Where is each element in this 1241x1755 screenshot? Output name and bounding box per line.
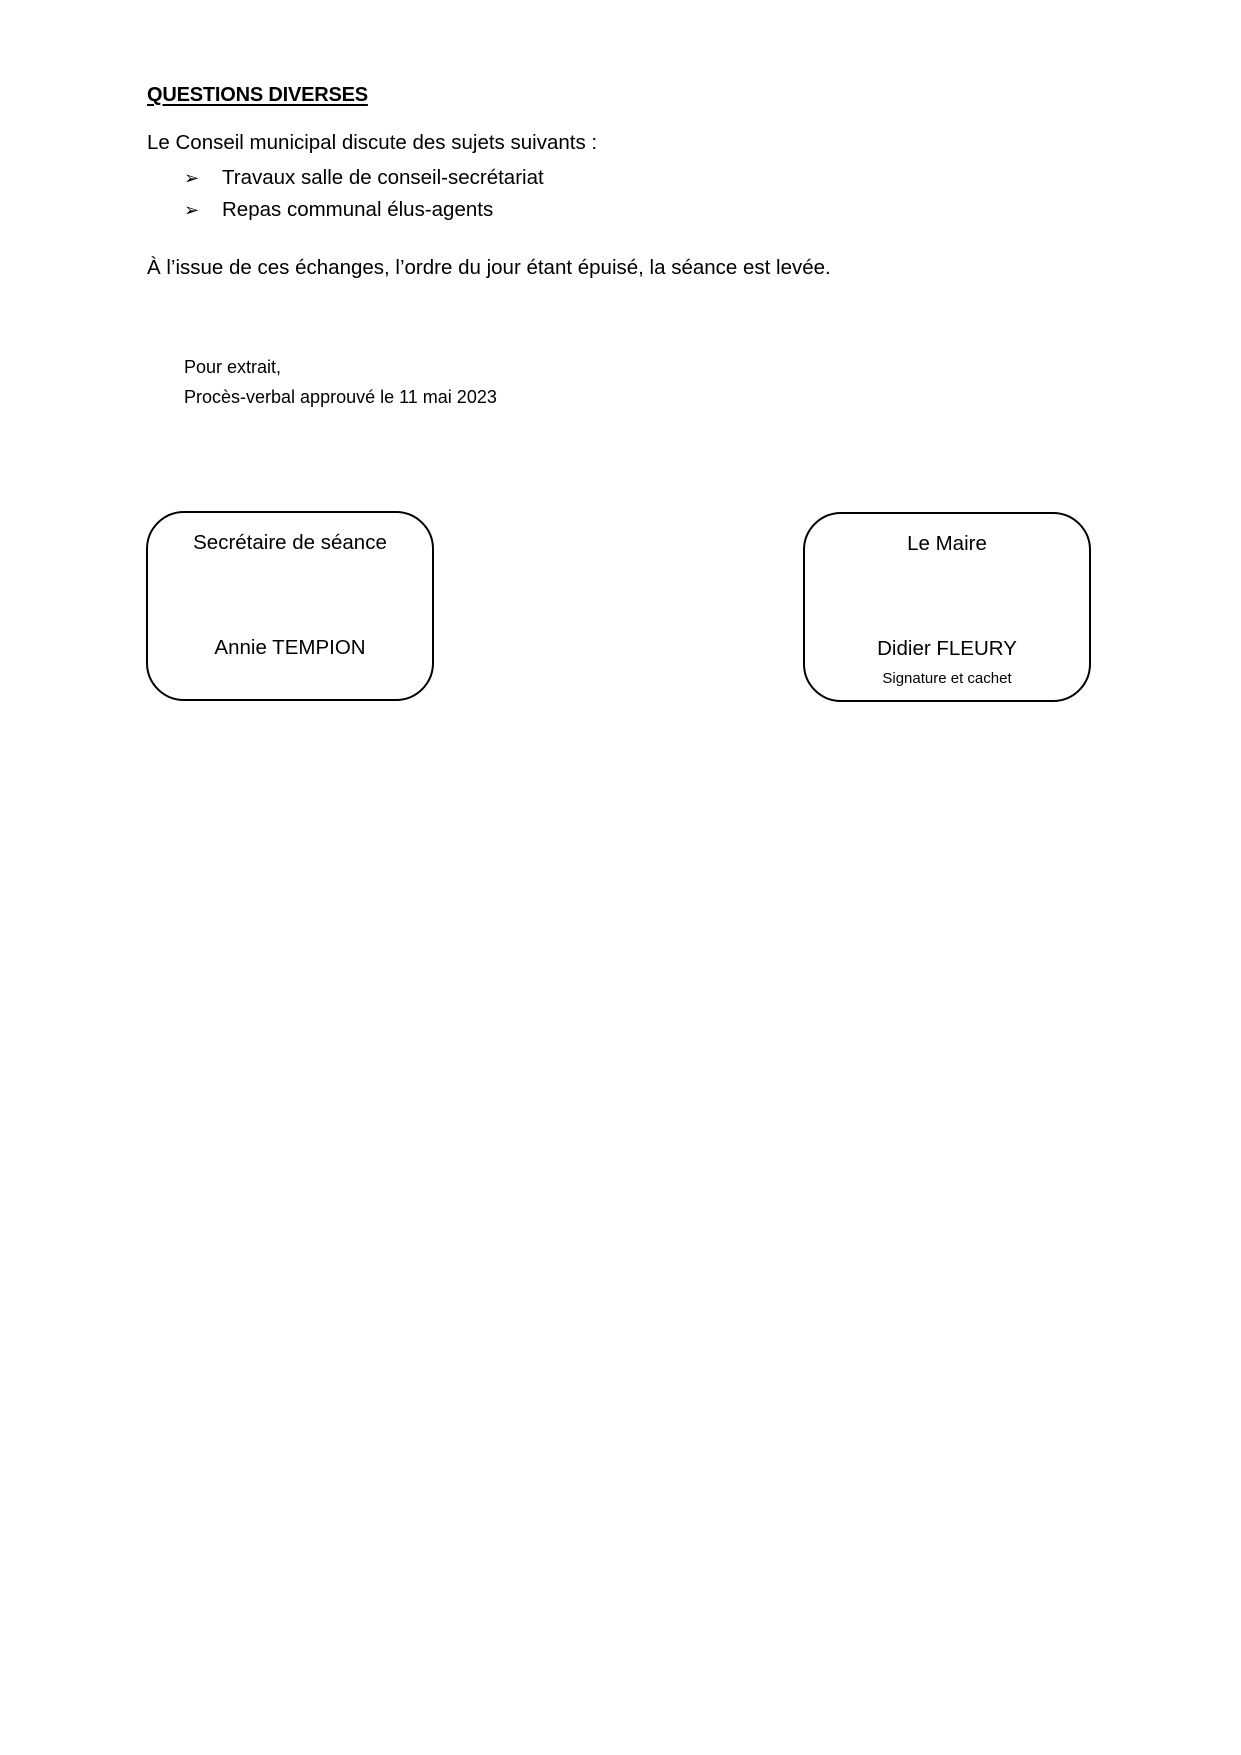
secretary-role: Secrétaire de séance	[193, 531, 387, 554]
arrowhead-bullet-icon: ➢	[184, 200, 200, 220]
secretary-signature-box	[146, 511, 434, 701]
mayor-name: Didier FLEURY	[877, 637, 1017, 660]
secretary-name: Annie TEMPION	[214, 636, 366, 659]
list-item	[147, 162, 544, 194]
section-heading: QUESTIONS DIVERSES	[147, 84, 368, 106]
topics-list	[147, 162, 544, 226]
mayor-signature-box	[803, 512, 1091, 702]
list-item	[147, 194, 544, 226]
approval-line: Procès-verbal approuvé le 11 mai 2023	[184, 387, 497, 407]
extract-block	[184, 352, 497, 412]
arrowhead-bullet-icon: ➢	[184, 168, 200, 188]
intro-text: Le Conseil municipal discute des sujets suivants :	[147, 131, 598, 154]
signature-note: Signature et cachet	[882, 670, 1012, 687]
mayor-role: Le Maire	[907, 532, 987, 555]
conclusion-text: À l’issue de ces échanges, l’ordre du jour étant épuisé, la séance est levée.	[147, 256, 831, 279]
list-item-text: Travaux salle de conseil-secrétariat	[222, 166, 544, 189]
extract-line: Pour extrait,	[184, 357, 282, 377]
list-item-text: Repas communal élus-agents	[222, 198, 494, 221]
